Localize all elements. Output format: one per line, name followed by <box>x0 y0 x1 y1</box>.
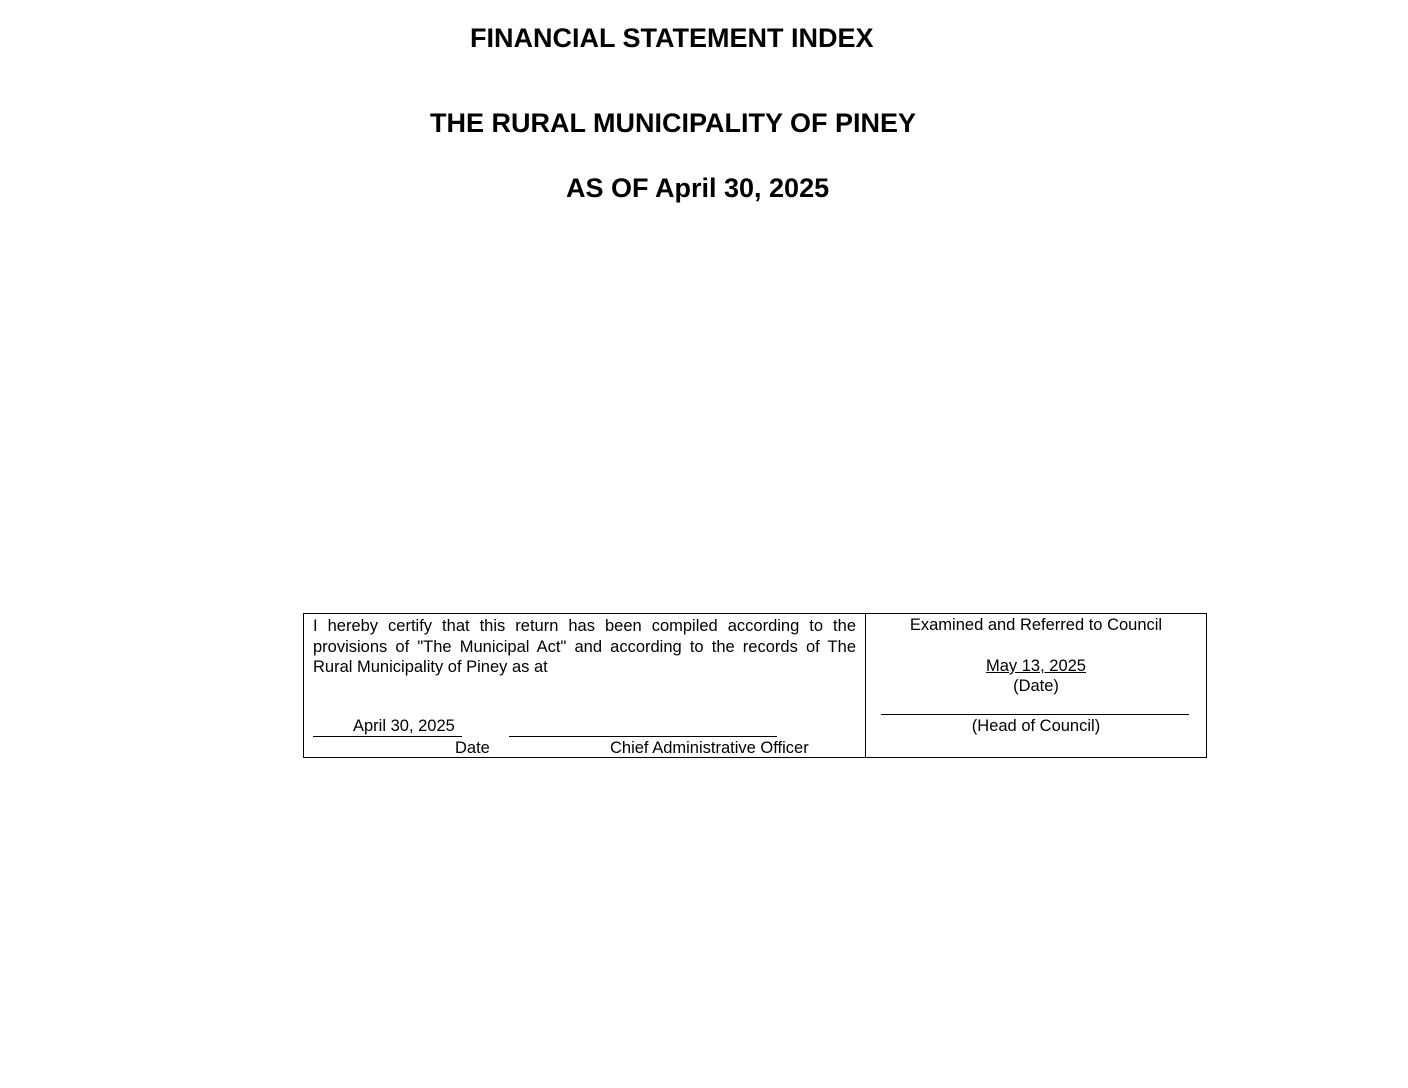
as-of-date: AS OF April 30, 2025 <box>566 173 830 203</box>
municipality-name: THE RURAL MUNICIPALITY OF PINEY <box>430 108 917 138</box>
council-date-value: May 13, 2025 <box>986 657 1086 675</box>
council-date <box>866 656 1206 677</box>
document-title: FINANCIAL STATEMENT INDEX <box>470 23 874 53</box>
council-panel <box>866 614 1206 757</box>
cao-label: Chief Administrative Officer <box>610 739 809 757</box>
head-of-council-label: (Head of Council) <box>971 717 1101 735</box>
examined-label: Examined and Referred to Council <box>909 616 1163 634</box>
cao-signature-line <box>509 716 777 737</box>
date-label: Date <box>455 739 490 757</box>
certification-box <box>303 613 1207 758</box>
certification-panel <box>304 614 866 757</box>
certification-date: April 30, 2025 <box>353 717 455 735</box>
certification-statement: I hereby certify that this return has been compiled according to the provisions of "The Municipal Act" and according to the records of The Rural Municipality of Piney as at <box>313 617 856 676</box>
head-of-council-signature-line <box>881 696 1189 715</box>
council-date-label: (Date) <box>1013 677 1059 695</box>
